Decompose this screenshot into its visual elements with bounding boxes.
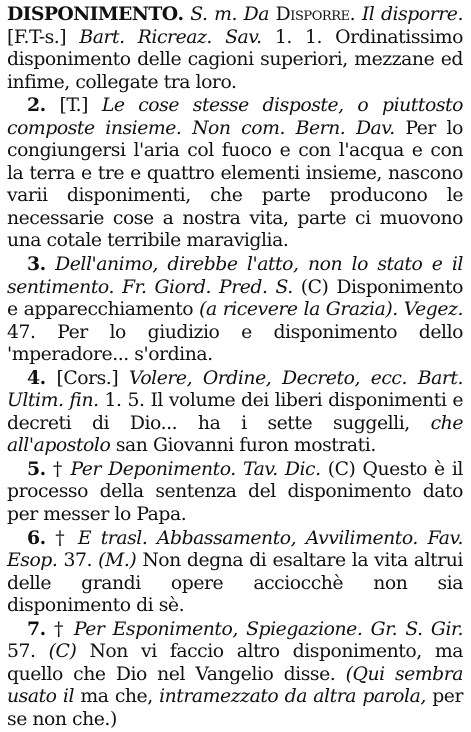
gloss: Per Deponimento. <box>70 458 236 480</box>
citation-text: Disponimento e apparecchiamento <box>7 276 463 321</box>
source-tag: [T.] <box>59 95 89 117</box>
citation-text: san Giovanni furon mostrati. <box>115 435 376 457</box>
sense-6 <box>7 527 463 618</box>
citation-note: che all'apostolo <box>7 412 463 457</box>
dagger-mark: † <box>53 618 66 640</box>
source-tag: [Cors.] <box>56 367 119 389</box>
sense-number: 3. <box>27 253 46 276</box>
citation-text: Ordinatissimo disponimento delle cagioni superiori, mezzane ed infime, collegate tra loro. <box>7 26 463 93</box>
citation-mark: (C) <box>300 276 329 298</box>
sense-number: 7. <box>27 617 46 640</box>
sense-5 <box>7 458 463 527</box>
citation-text: Il volume dei liberi disponimenti e decreti di Dio... ha i sette suggelli, <box>7 390 463 434</box>
citation-number: 37. <box>63 550 93 572</box>
editor-note: (Qui sembra usato il <box>7 663 464 708</box>
citation-ref: Bern. Dav. <box>295 117 395 139</box>
citation-text: Per lo congiungersi l'aria col fuoco e con l'acqua e con la terra e tre e quattro elementi insieme, nascono varii disponimenti, che parte producono le necessarie cose a nostra vita, parte ci muovono una cotale terribile maraviglia. <box>7 117 463 252</box>
citation-ref: Bart. Ricreaz. Sav. <box>79 26 262 48</box>
etymology-word: Disporre <box>275 4 350 25</box>
citation-ref: Fr. Giord. Pred. S. <box>121 276 293 298</box>
citation-mark: (M.) <box>98 550 137 572</box>
citation-ref: Vegez. <box>403 299 463 321</box>
grammar-tag: S. m. <box>190 4 238 25</box>
citation-mark: (C) <box>327 458 356 480</box>
editor-note: per se non che.) <box>7 686 463 730</box>
citation-ref: Tav. Dic. <box>242 458 321 480</box>
entry-definition-1: DISPONIMENTO. S. m. Da Disporre. Il disporre. [F.T-s.] Bart. Ricreaz. Sav. 1. 1. Ordinatissimo disponimento delle cagioni superiori, mezzane ed infime, collegate tra loro. <box>7 3 463 93</box>
gloss: Volere, Ordine, Decreto, ecc. <box>128 367 408 389</box>
dagger-mark: † <box>55 527 69 549</box>
headword: DISPONIMENTO <box>7 3 178 25</box>
citation-text: Questo è il processo della sentenza del disponimento dato per messer lo Papa. <box>7 458 463 526</box>
citation-note: (a ricevere la Grazia). <box>199 299 398 321</box>
editor-note: ma che, <box>80 686 153 708</box>
citation-text: Non vi faccio altro disponimento, ma quello che Dio nel Vangelio disse. <box>7 641 463 685</box>
etymology-prefix: Da <box>243 4 270 25</box>
citation-number: 1. 1. <box>274 26 323 48</box>
dagger-mark: † <box>52 458 64 480</box>
sense-number: 2. <box>27 94 46 117</box>
citation-number: 1. 5. <box>104 390 145 412</box>
citation-mark: (C) <box>48 641 77 663</box>
gloss: E trasl. Abbassamento, Avvilimento. <box>77 527 418 549</box>
citation-text: Non degna di esaltare la vita altrui delle grandi opere acciocchè non sia disponimento di sè. <box>7 550 463 617</box>
gloss: Le cose stesse disposte, o piuttosto composte insieme. Non com. <box>7 95 463 139</box>
citation-ref: Fav. Esop. <box>7 527 463 572</box>
citation-ref: Gr. S. Gir. <box>370 618 463 640</box>
citation-text: 47. Per lo giudizio e disponimento dello 'mperadore... s'ordina. <box>7 321 463 366</box>
gloss: Il disporre. <box>361 4 463 25</box>
source-tag: [F.T-s.] <box>7 26 67 48</box>
sense-number: 5. <box>27 457 46 480</box>
sense-number: 6. <box>27 526 46 549</box>
sense-3 <box>7 253 463 367</box>
gloss: Per Esponimento, Spiegazione. <box>73 618 363 640</box>
gloss: Dell'animo, direbbe l'atto, non lo stato e il sentimento. <box>7 254 463 298</box>
sense-4 <box>7 367 463 458</box>
citation-ref: Bart. Ultim. fin. <box>7 367 463 412</box>
editor-note: intramezzato da altra parola, <box>159 686 426 708</box>
sense-2 <box>7 94 463 253</box>
sense-7 <box>7 618 463 732</box>
sense-number: 4. <box>27 366 46 389</box>
citation-number: 57. <box>7 641 36 663</box>
